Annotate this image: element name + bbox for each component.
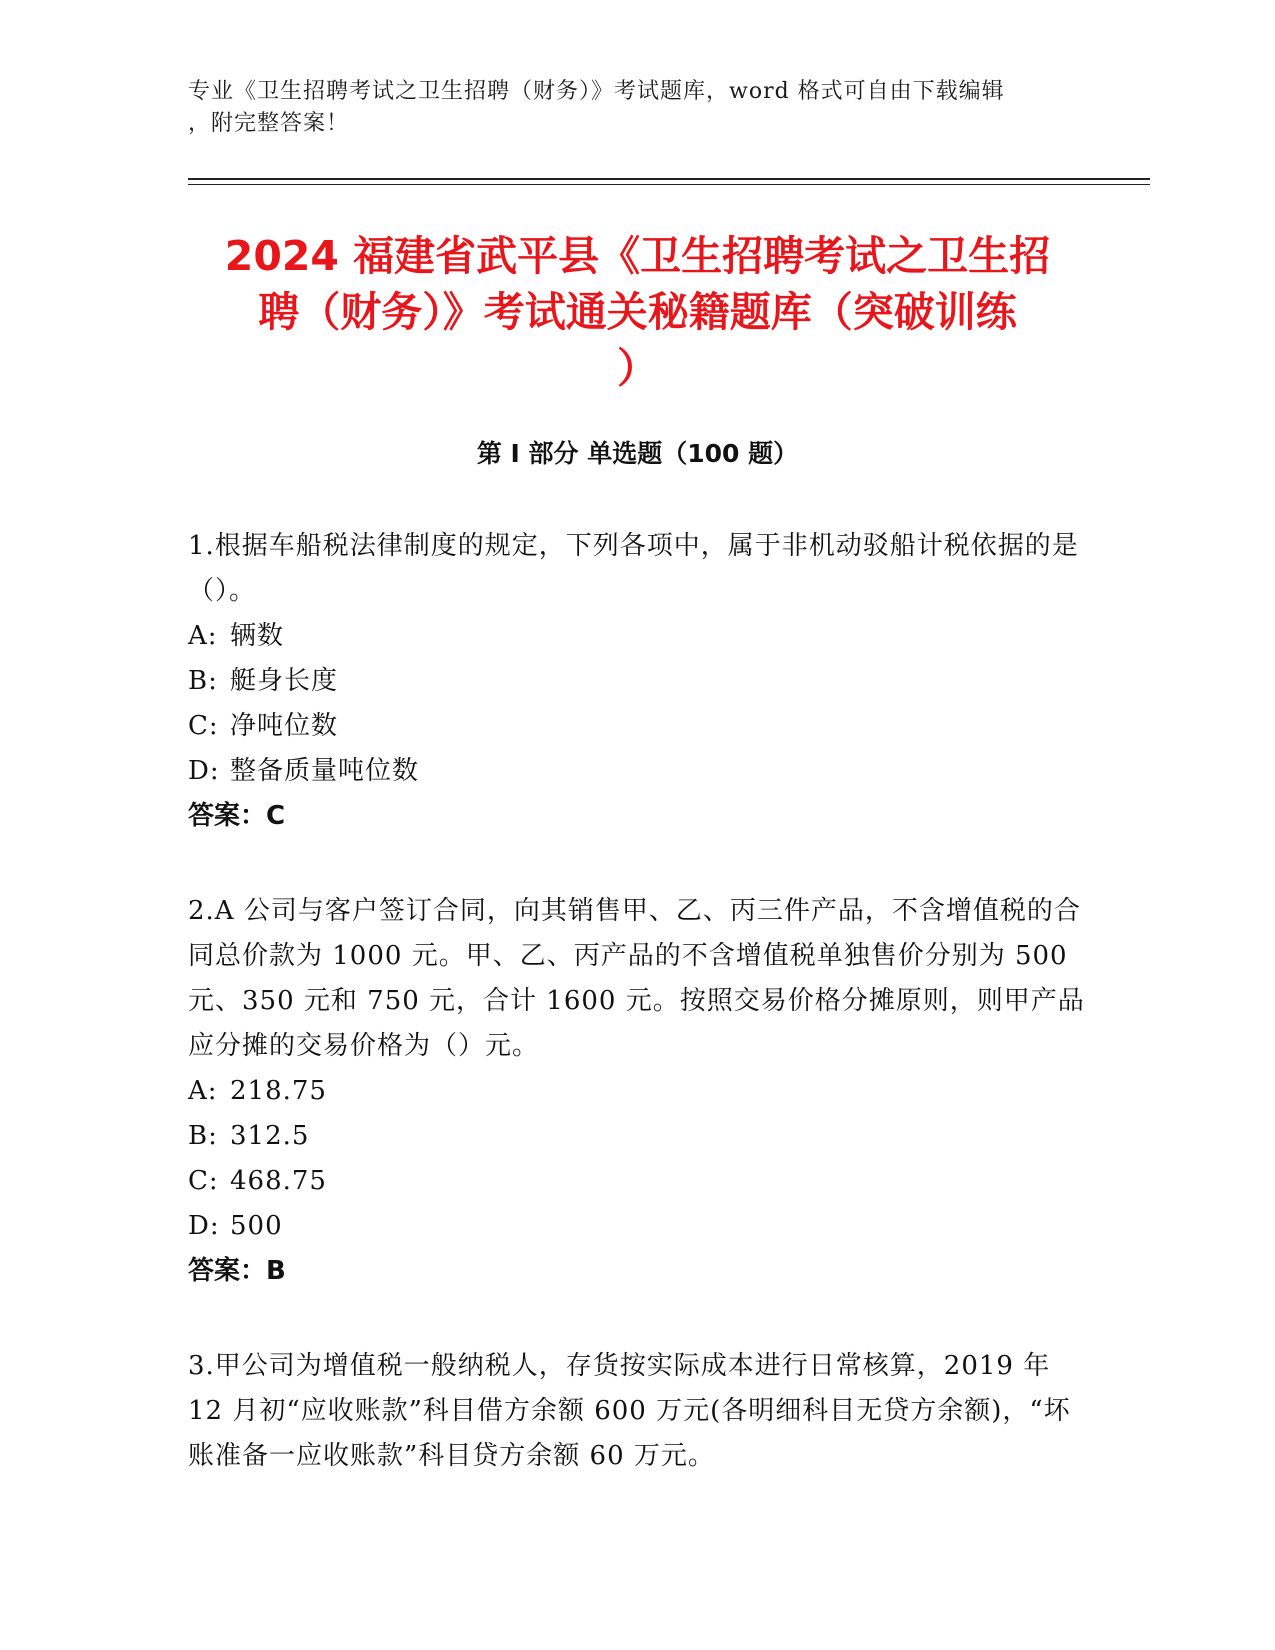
option-letter: B:: [188, 1121, 218, 1151]
option-d: [188, 1204, 1088, 1249]
option-c: [188, 704, 1088, 749]
option-text: 218.75: [230, 1076, 327, 1106]
header-note-line-1: 专业《卫生招聘考试之卫生招聘（财务）》考试题库，word 格式可自由下载编辑: [188, 79, 1005, 104]
question-3: [188, 1344, 1088, 1479]
question-stem: 3.甲公司为增值税一般纳税人，存货按实际成本进行日常核算，2019 年 12 月初“应收账款”科目借方余额 600 万元(各明细科目无贷方余额)，“坏账准备一应收账款”科目贷方余额 60 万元。: [188, 1351, 1071, 1471]
option-letter: B:: [188, 666, 218, 696]
option-letter: C:: [188, 711, 219, 741]
option-letter: A:: [188, 621, 218, 651]
option-letter: D:: [188, 1211, 220, 1241]
option-text: 净吨位数: [230, 711, 339, 741]
question-2: [188, 889, 1088, 1294]
document-title: [160, 228, 1115, 396]
option-a: [188, 1069, 1088, 1114]
option-b: [188, 659, 1088, 704]
option-text: 500: [230, 1211, 283, 1241]
title-line-1: 2024 福建省武平县《卫生招聘考试之卫生招: [224, 232, 1051, 280]
option-letter: C:: [188, 1166, 219, 1196]
header-note: [188, 76, 1088, 140]
answer-label: 答案：B: [188, 1256, 286, 1286]
option-b: [188, 1114, 1088, 1159]
title-line-3: ）: [617, 344, 658, 392]
option-d: [188, 749, 1088, 794]
question-list: [188, 524, 1088, 1529]
option-text: 整备质量吨位数: [230, 756, 420, 786]
header-divider-thin: [188, 184, 1150, 185]
question-stem: 1.根据车船税法律制度的规定，下列各项中，属于非机动驳船计税依据的是（）。: [188, 531, 1079, 606]
answer-label: 答案：C: [188, 801, 286, 831]
header-note-line-2: ，附完整答案！: [188, 111, 350, 136]
option-text: 艇身长度: [230, 666, 339, 696]
option-letter: A:: [188, 1076, 218, 1106]
option-text: 312.5: [230, 1121, 310, 1151]
option-text: 468.75: [230, 1166, 327, 1196]
title-line-2: 聘（财务）》考试通关秘籍题库（突破训练: [258, 288, 1017, 336]
question-1: [188, 524, 1088, 839]
header-divider-thick: [188, 178, 1150, 180]
option-text: 辆数: [230, 621, 285, 651]
section-heading: 第 I 部分 单选题（100 题）: [476, 439, 799, 468]
question-stem: 2.A 公司与客户签订合同，向其销售甲、乙、丙三件产品，不含增值税的合同总价款为 1000 元。甲、乙、丙产品的不含增值税单独售价分别为 500 元、350 元和 750 元，合计 1600 元。按照交易价格分摊原则，则甲产品应分摊的交易价格为（）元。: [188, 896, 1085, 1061]
option-a: [188, 614, 1088, 659]
option-letter: D:: [188, 756, 220, 786]
option-c: [188, 1159, 1088, 1204]
